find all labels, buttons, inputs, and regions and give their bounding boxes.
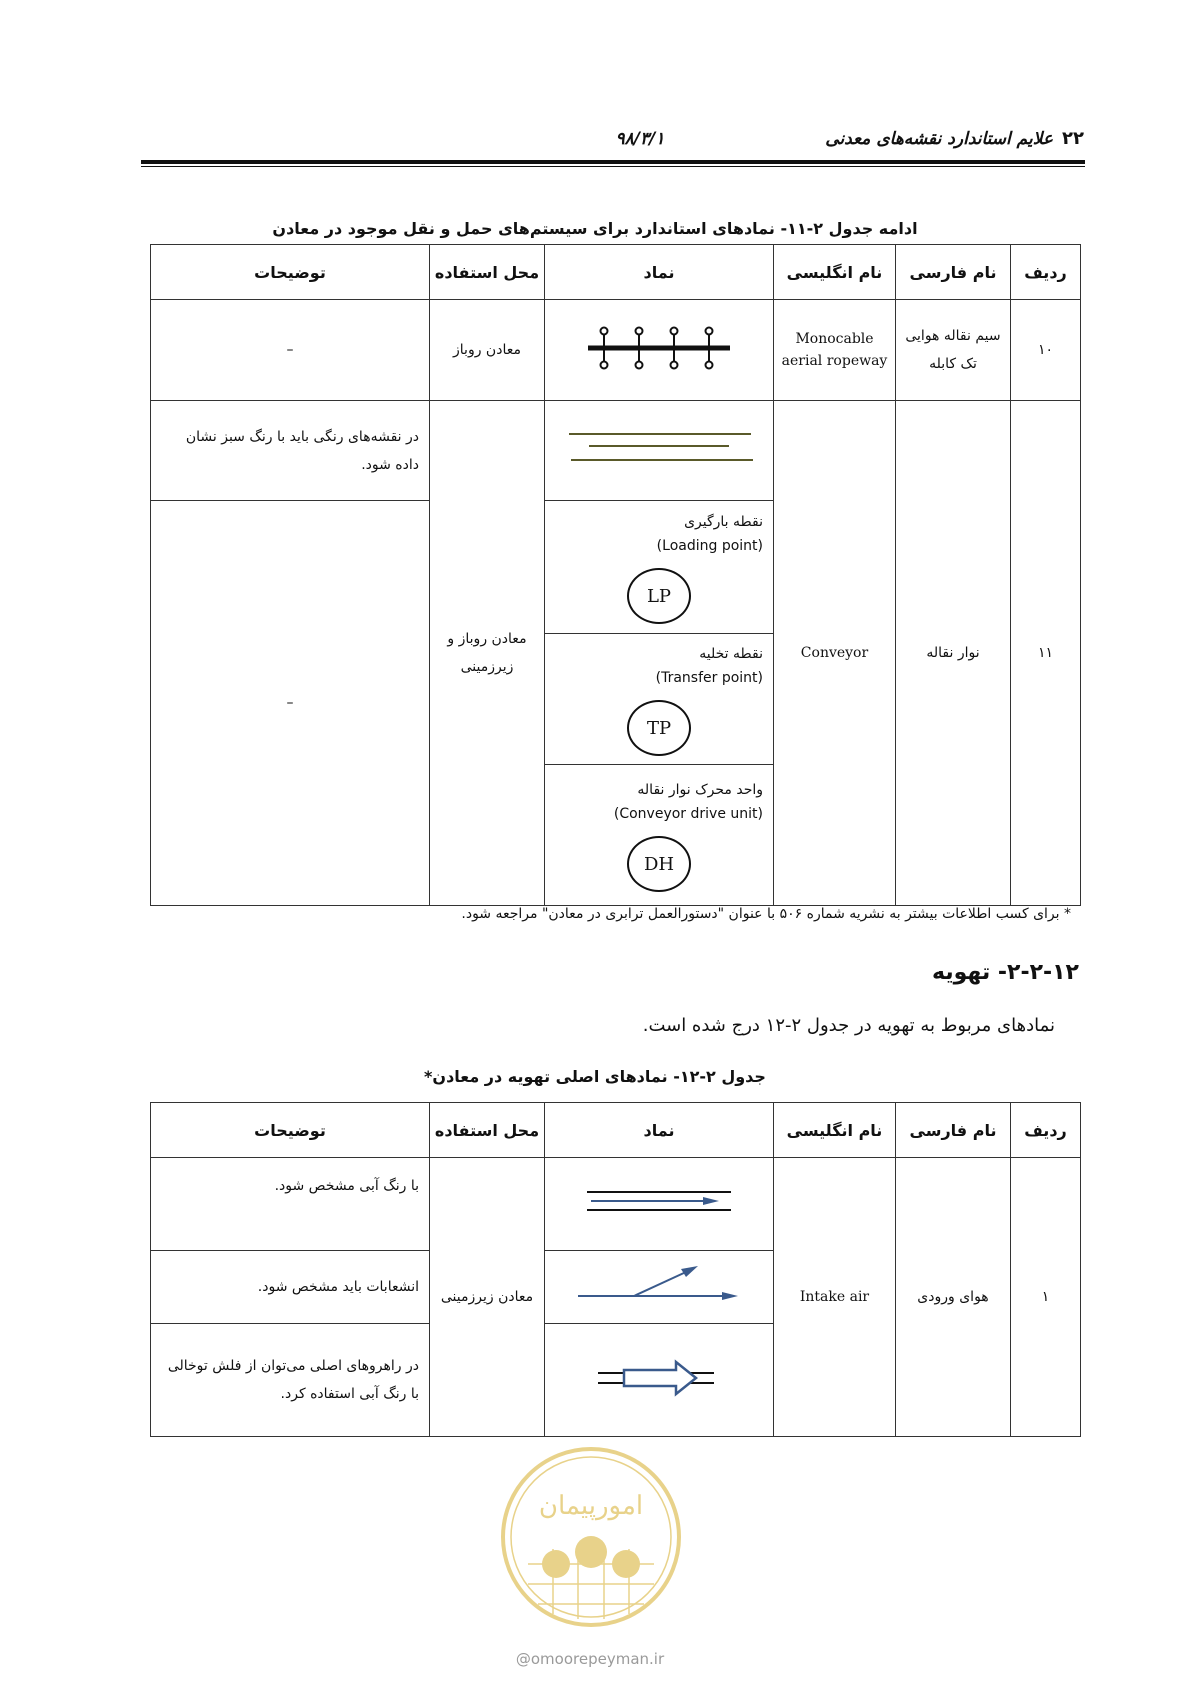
row-no: ۱۰ [1011,300,1081,401]
loading-point-cell [545,501,774,634]
table2-caption: جدول ۲-۱۲- نمادهای اصلی تهویه در معادن* [424,1067,766,1086]
intake-symbol-3 [545,1324,774,1437]
english-name: Intake air [774,1158,896,1437]
th-row-no: ردیف [1011,245,1081,300]
row-no: ۱۱ [1011,401,1081,906]
th-usage: محل استفاده [430,1103,545,1158]
loading-point-label-fa: نقطه بارگیری [684,514,763,530]
section-heading: ۲-۲-۱۲- تهویه [932,960,1079,985]
page-number: ۲۲ [1062,128,1084,149]
monocable-ropeway-symbol [584,323,734,373]
intake-symbol-1 [545,1158,774,1251]
loading-point-label-en: (Loading point) [656,538,763,554]
transfer-point-cell [545,634,774,765]
watermark-logo-text: امورپیمان [538,1491,644,1521]
intake-air-branch-symbol [574,1260,744,1310]
usage: معادن زیرزمینی [430,1158,545,1437]
table2-header-row [151,1103,1081,1158]
th-english-name: نام انگلیسی [774,245,896,300]
header-date: ۹۸/۳/۱ [615,129,665,149]
table1-footnote: * برای کسب اطلاعات بیشتر به نشریه شماره ۵۰۶ با عنوان "دستورالعمل ترابری در معادن" مراجعه شود. [461,906,1071,922]
header-title: علایم استاندارد نقشه‌های معدنی [825,129,1053,149]
notes: انشعابات باید مشخص شود. [151,1251,430,1324]
table-row [151,300,1081,401]
drive-unit-cell [545,765,774,906]
th-persian-name: نام فارسی [896,245,1011,300]
notes: با رنگ آبی مشخص شود. [151,1158,430,1251]
usage: معادن روباز و زیرزمینی [430,401,545,906]
header-rule-thin [141,166,1085,167]
intake-air-hollow-arrow-symbol [594,1353,724,1403]
th-persian-name: نام فارسی [896,1103,1011,1158]
watermark-url: @omoorepeyman.ir [515,1650,665,1668]
notes: در نقشه‌های رنگی باید با رنگ سبز نشان داده شود. [151,401,430,501]
ropeway-symbol [545,300,774,401]
table1-caption: ادامه جدول ۲-۱۱- نمادهای استاندارد برای سیستم‌های حمل و نقل موجود در معادن [272,219,918,238]
th-english-name: نام انگلیسی [774,1103,896,1158]
section-paragraph: نمادهای مربوط به تهویه در جدول ۲-۱۲ درج شده است. [642,1015,1055,1036]
header-rule-thick [141,160,1085,164]
persian-name: سیم نقاله هوایی تک کابله [896,300,1011,401]
conveyor-symbol [545,401,774,501]
intake-air-arrow-symbol [579,1182,739,1222]
persian-name: نوار نقاله [896,401,1011,906]
usage: معادن روباز [430,300,545,401]
drive-unit-label-fa: واحد محرک نوار نقاله [637,782,763,798]
th-row-no: ردیف [1011,1103,1081,1158]
th-symbol: نماد [545,1103,774,1158]
notes: – [151,300,430,401]
table2 [150,1102,1081,1437]
notes: در راهروهای اصلی می‌توان از فلش توخالی با رنگ آبی استفاده کرد. [151,1324,430,1437]
english-name: Conveyor [774,401,896,906]
th-notes: توضیحات [151,245,430,300]
conveyor-lines-symbol [559,424,759,474]
notes: – [151,501,430,906]
persian-name: هوای ورودی [896,1158,1011,1437]
transfer-point-label-en: (Transfer point) [655,670,763,686]
watermark-logo [498,1444,684,1630]
drive-unit-symbol: DH [627,836,691,892]
drive-unit-label-en: (Conveyor drive unit) [613,806,763,822]
english-name: Monocable aerial ropeway [774,300,896,401]
th-usage: محل استفاده [430,245,545,300]
table1 [150,244,1081,906]
th-symbol: نماد [545,245,774,300]
loading-point-symbol: LP [627,568,691,624]
th-notes: توضیحات [151,1103,430,1158]
table1-header-row [151,245,1081,300]
intake-symbol-2 [545,1251,774,1324]
table-row [151,401,1081,501]
row-no: ۱ [1011,1158,1081,1437]
transfer-point-symbol: TP [627,700,691,756]
transfer-point-label-fa: نقطه تخلیه [699,646,763,662]
table-row [151,1158,1081,1251]
